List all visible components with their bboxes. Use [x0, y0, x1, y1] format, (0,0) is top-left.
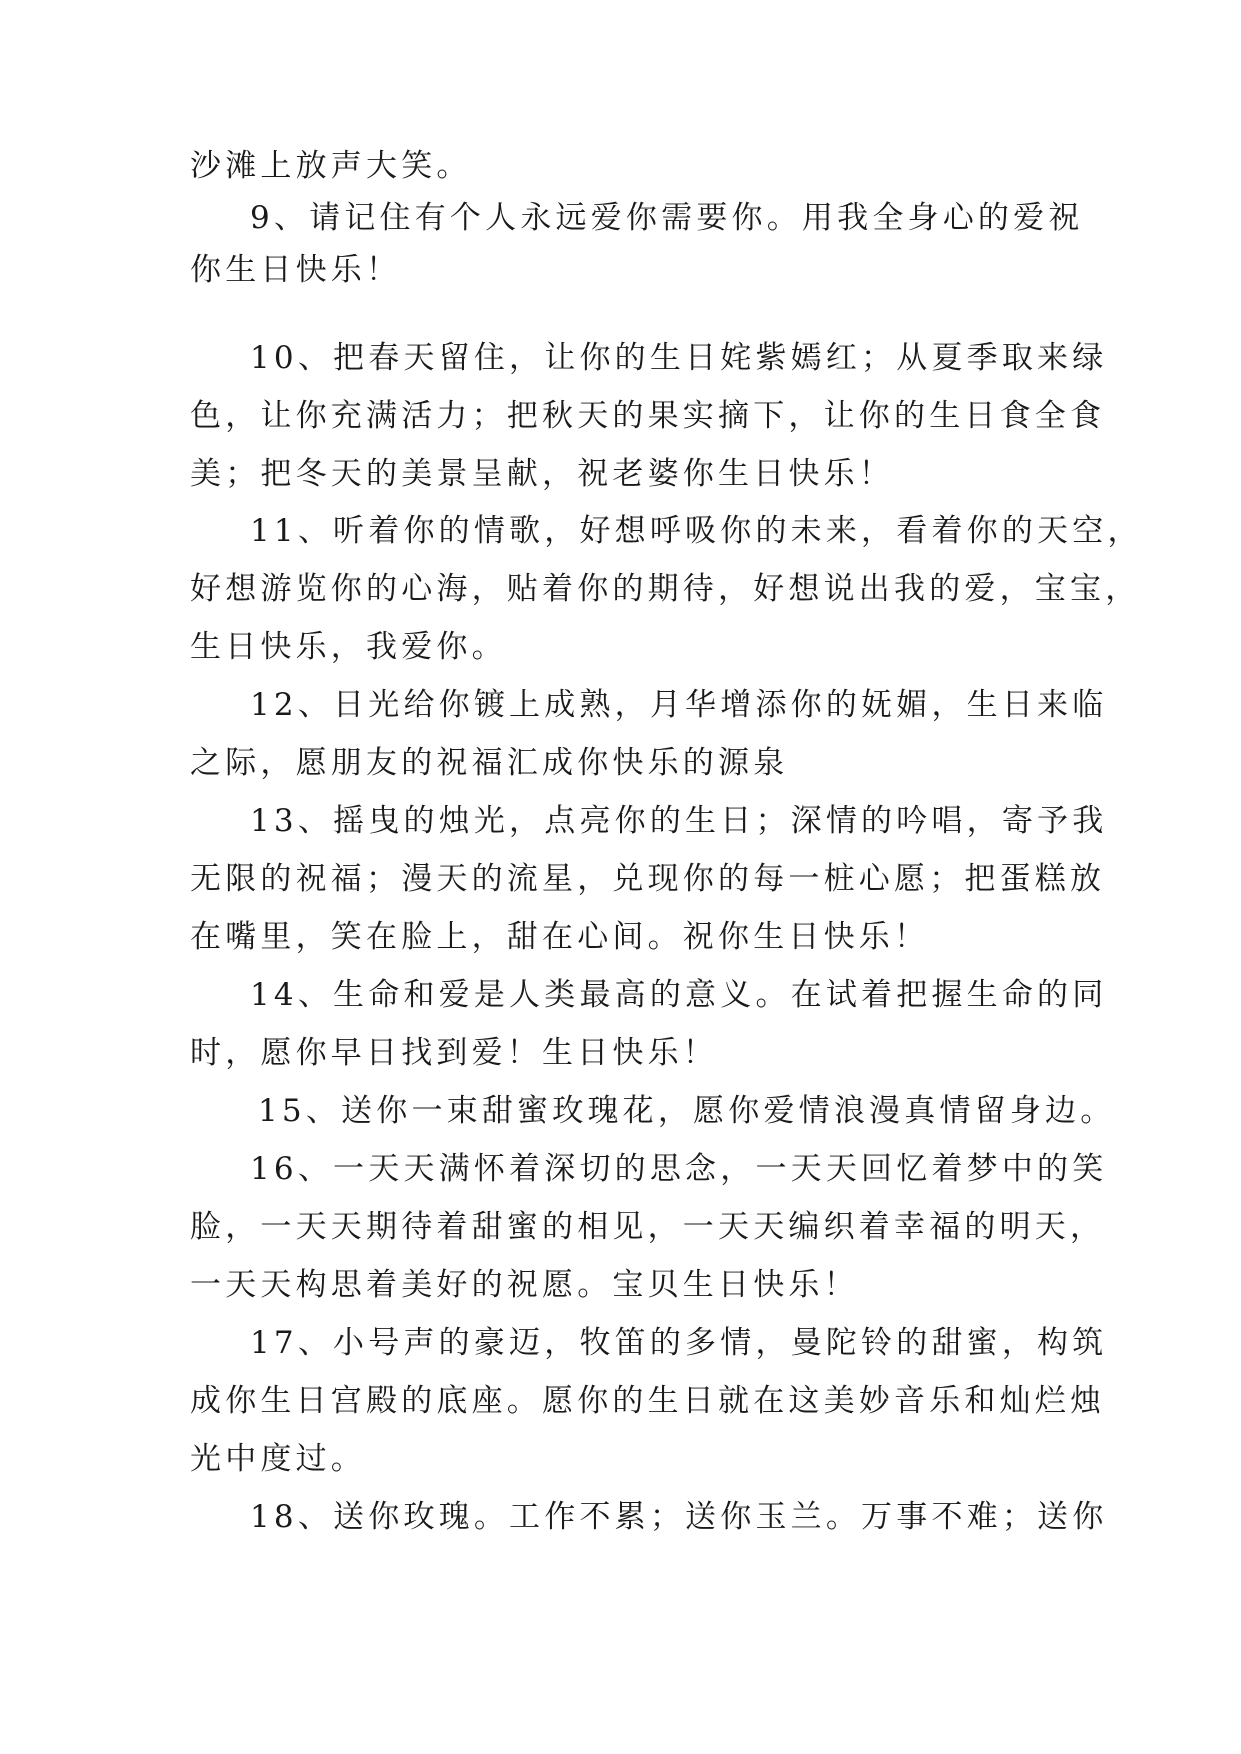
text-line: 美；把冬天的美景呈献，祝老婆你生日快乐！: [190, 456, 894, 492]
text-line: 色，让你充满活力；把秋天的果实摘下，让你的生日食全食: [190, 398, 1106, 434]
text-line: 10、把春天留住，让你的生日姹紫嫣红；从夏季取来绿: [250, 340, 1108, 376]
text-line: 在嘴里，笑在脸上，甜在心间。祝你生日快乐！: [190, 919, 930, 955]
text-line: 光中度过。: [190, 1441, 366, 1477]
text-line: 你生日快乐！: [190, 252, 402, 288]
text-line: 15、送你一束甜蜜玫瑰花，愿你爱情浪漫真情留身边。: [258, 1093, 1116, 1129]
text-line: 沙滩上放声大笑。: [190, 148, 472, 184]
text-line: 之际，愿朋友的祝福汇成你快乐的源泉: [190, 745, 789, 781]
text-line: 9、请记住有个人永远爱你需要你。用我全身心的爱祝: [250, 200, 1084, 236]
text-line: 生日快乐，我爱你。: [190, 629, 507, 665]
text-line: 脸，一天天期待着甜蜜的相见，一天天编织着幸福的明天，: [190, 1209, 1106, 1245]
text-line: 16、一天天满怀着深切的思念，一天天回忆着梦中的笑: [250, 1151, 1108, 1187]
text-line: 13、摇曳的烛光，点亮你的生日；深情的吟唱，寄予我: [250, 803, 1108, 839]
text-line: 成你生日宫殿的底座。愿你的生日就在这美妙音乐和灿烂烛: [190, 1383, 1106, 1419]
text-line: 一天天构思着美好的祝愿。宝贝生日快乐！: [190, 1267, 859, 1303]
text-line: 18、送你玫瑰。工作不累；送你玉兰。万事不难；送你: [250, 1499, 1108, 1535]
text-line: 无限的祝福；漫天的流星，兑现你的每一桩心愿；把蛋糕放: [190, 861, 1106, 897]
text-line: 14、生命和爱是人类最高的意义。在试着把握生命的同: [250, 977, 1108, 1013]
text-line: 好想游览你的心海，贴着你的期待，好想说出我的爱，宝宝，: [190, 571, 1141, 607]
text-line: 11、听着你的情歌，好想呼吸你的未来，看着你的天空，: [250, 513, 1143, 549]
text-line: 时，愿你早日找到爱！生日快乐！: [190, 1035, 718, 1071]
text-line: 17、小号声的豪迈，牧笛的多情，曼陀铃的甜蜜，构筑: [250, 1325, 1108, 1361]
text-line: 12、日光给你镀上成熟，月华增添你的妩媚，生日来临: [250, 687, 1108, 723]
